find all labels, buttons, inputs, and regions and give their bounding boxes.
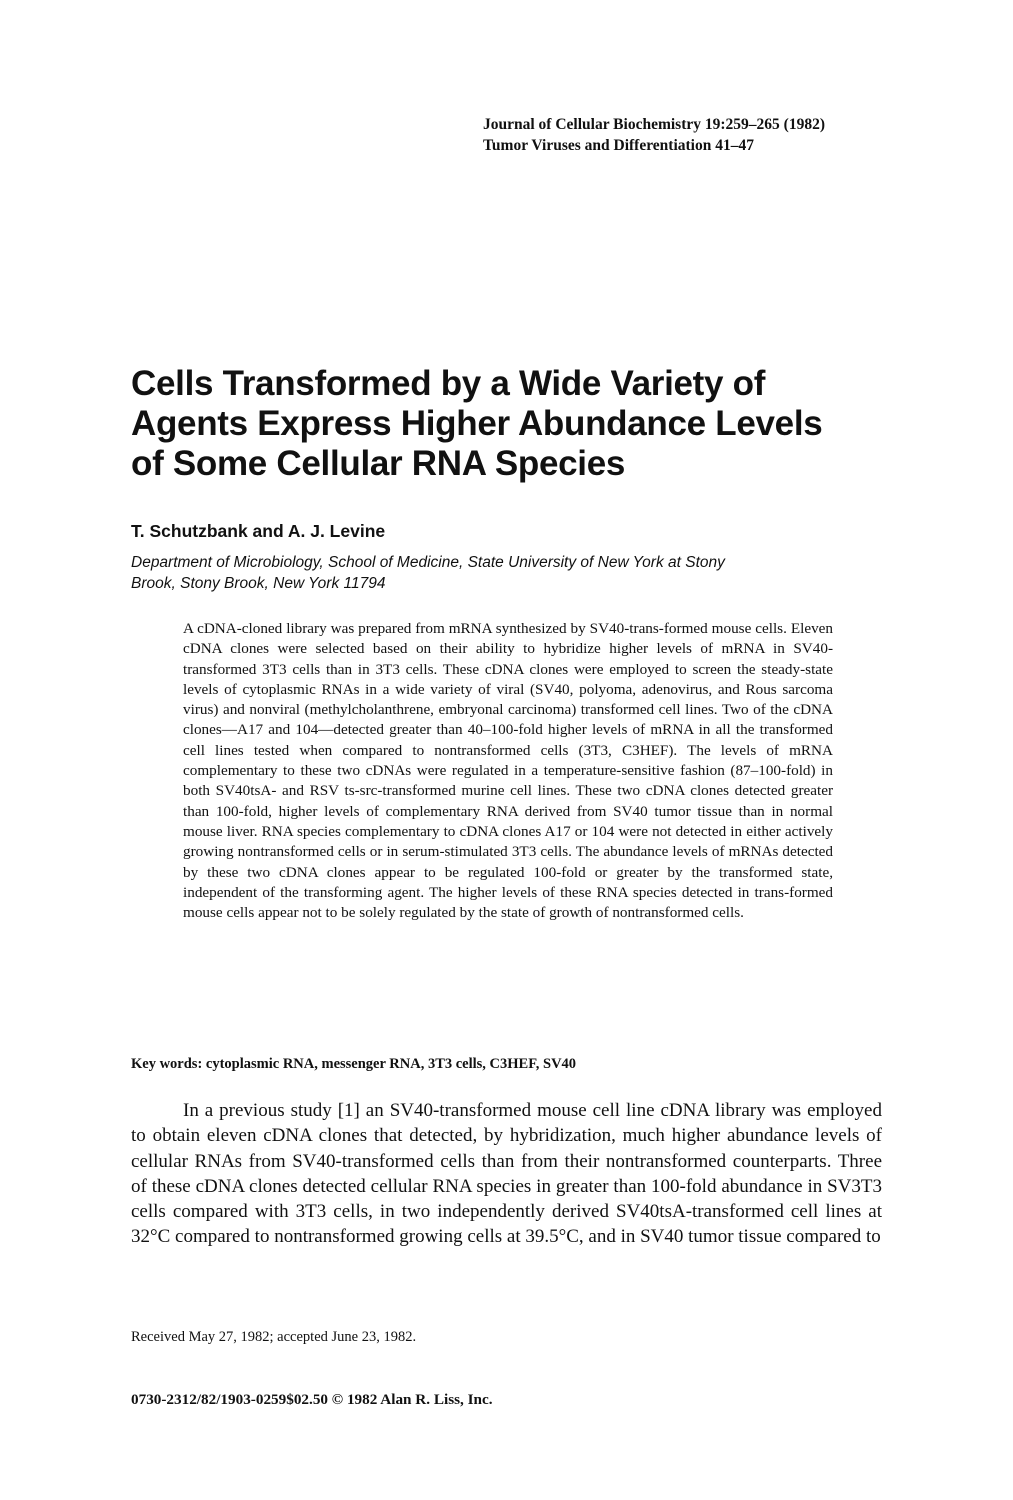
affiliation [131,552,891,594]
body-paragraph: In a previous study [1] an SV40-transformed mouse cell line cDNA library was employed to obtain eleven cDNA clones that detected, by hybridization, much higher abundance levels of cellular RNAs from SV40-transformed cells than from their nontransformed counterparts. Three of these cDNA clones detected cellular RNA species in greater than 100-fold abundance in SV3T3 cells compared with 3T3 cells, in two independently derived SV40tsA-transformed cell lines at 32°C compared to nontransformed growing cells at 39.5°C, and in SV40 tumor tissue compared to [131,1100,882,1248]
copyright-line: 0730-2312/82/1903-0259$02.50 © 1982 Alan R. Liss, Inc. [131,1391,493,1408]
abstract: A cDNA-cloned library was prepared from mRNA synthesized by SV40-trans-formed mouse cells. Eleven cDNA clones were selected based on their ability to hybridize higher levels of mRNA in SV40-transformed 3T3 cells than in 3T3 cells. These cDNA clones were employed to screen the steady-state levels of cytoplasmic RNAs in a wide variety of viral (SV40, polyoma, adenovirus, and Rous sarcoma virus) and nonviral (methylcholanthrene, embryonal carcinoma) transformed cell lines. Two of the cDNA clones—A17 and 104—detected greater than 40–100-fold higher levels of mRNA in all the transformed cell lines tested when compared to nontransformed cells (3T3, C3HEF). The levels of mRNA complementary to these two cDNAs were regulated in a temperature-sensitive fashion (87–100-fold) in both SV40tsA- and RSV ts-src-transformed murine cell lines. These two cDNA clones detected greater than 100-fold, higher levels of complementary RNA derived from SV40 tumor tissue than in normal mouse liver. RNA species complementary to cDNA clones A17 or 104 were not detected in either actively growing nontransformed cells or in serum-stimulated 3T3 cells. The abundance levels of mRNAs detected by these two cDNA clones appear to be regulated 100-fold or greater by the transformed state, independent of the transforming agent. The higher levels of these RNA species detected in trans-formed mouse cells appear not to be solely regulated by the state of growth of nontransformed cells. [183,620,833,922]
title-line-1: Cells Transformed by a Wide Variety of [131,364,766,403]
article-title [131,364,891,484]
journal-citation: Journal of Cellular Biochemistry 19:259–265 (1982) [483,116,825,133]
keywords: Key words: cytoplasmic RNA, messenger RNA, 3T3 cells, C3HEF, SV40 [131,1056,577,1072]
journal-header [483,114,903,156]
affiliation-line-2: Brook, Stony Brook, New York 11794 [131,575,386,592]
authors: T. Schutzbank and A. J. Levine [131,521,386,541]
received-date: Received May 27, 1982; accepted June 23, 1982. [131,1329,417,1345]
title-line-3: of Some Cellular RNA Species [131,444,626,483]
title-line-2: Agents Express Higher Abundance Levels [131,404,823,443]
series-citation: Tumor Viruses and Differentiation 41–47 [483,137,754,154]
affiliation-line-1: Department of Microbiology, School of Medicine, State University of New York at Stony [131,554,725,571]
